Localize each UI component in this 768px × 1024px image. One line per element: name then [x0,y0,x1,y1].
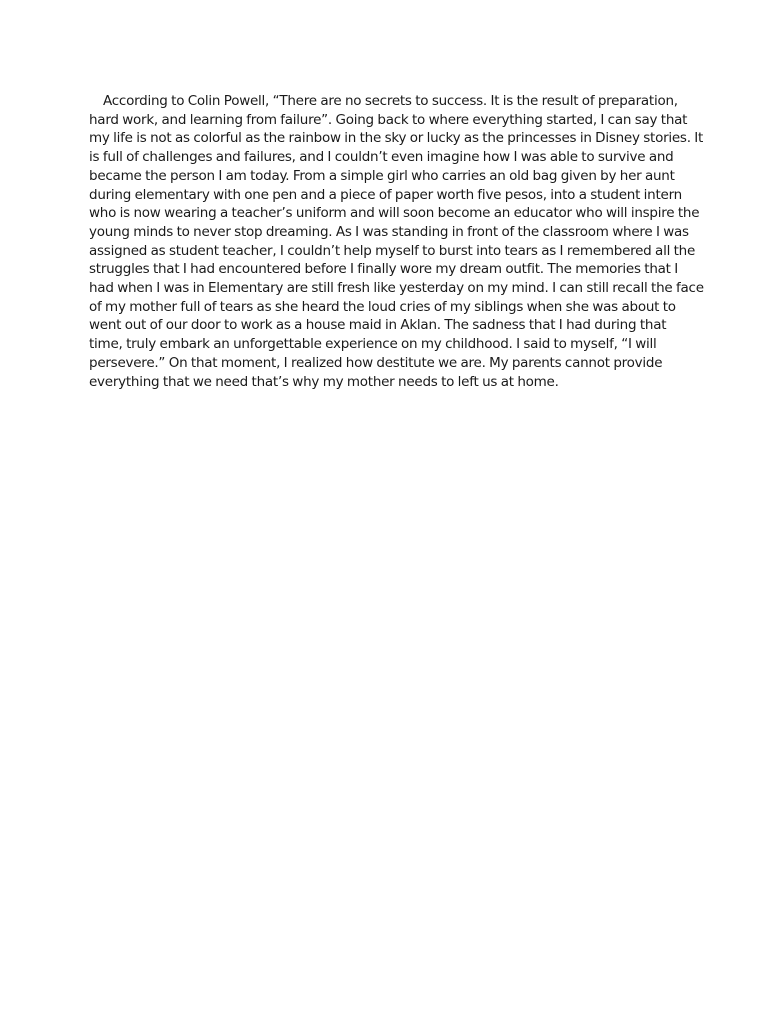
paragraph-line: during elementary with one pen and a piece of paper worth five pesos, into a student intern [89,186,682,203]
essay-paragraph [89,92,704,391]
paragraph-line: went out of our door to work as a house maid in Aklan. The sadness that I had during that [89,317,667,334]
paragraph-line: According to Colin Powell, “There are no secrets to success. It is the result of preparation, [103,93,678,109]
paragraph-line: hard work, and learning from failure”. Going back to where everything started, I can say that [89,111,688,128]
paragraph-line: of my mother full of tears as she heard the loud cries of my siblings when she was about to [89,298,676,315]
paragraph-line: everything that we need that’s why my mother needs to left us at home. [89,373,559,390]
paragraph-line: struggles that I had encountered before I finally wore my dream outfit. The memories that I [89,261,678,278]
paragraph-line: persevere.” On that moment, I realized how destitute we are. My parents cannot provide [89,354,663,371]
paragraph-line: is full of challenges and failures, and I couldn’t even imagine how I was able to survive and [89,149,674,166]
paragraph-line: my life is not as colorful as the rainbow in the sky or lucky as the princesses in Disney stories. It [89,130,704,147]
paragraph-line: had when I was in Elementary are still fresh like yesterday on my mind. I can still recall the face [89,280,704,297]
paragraph-line: became the person I am today. From a simple girl who carries an old bag given by her aunt [89,167,675,184]
paragraph-line: time, truly embark an unforgettable experience on my childhood. I said to myself, “I will [89,336,657,353]
paragraph-line: young minds to never stop dreaming. As I was standing in front of the classroom where I was [89,223,689,240]
paragraph-line: assigned as student teacher, I couldn’t help myself to burst into tears as I remembered all the [89,242,696,259]
paragraph-line: who is now wearing a teacher’s uniform and will soon become an educator who will inspire the [89,205,700,222]
